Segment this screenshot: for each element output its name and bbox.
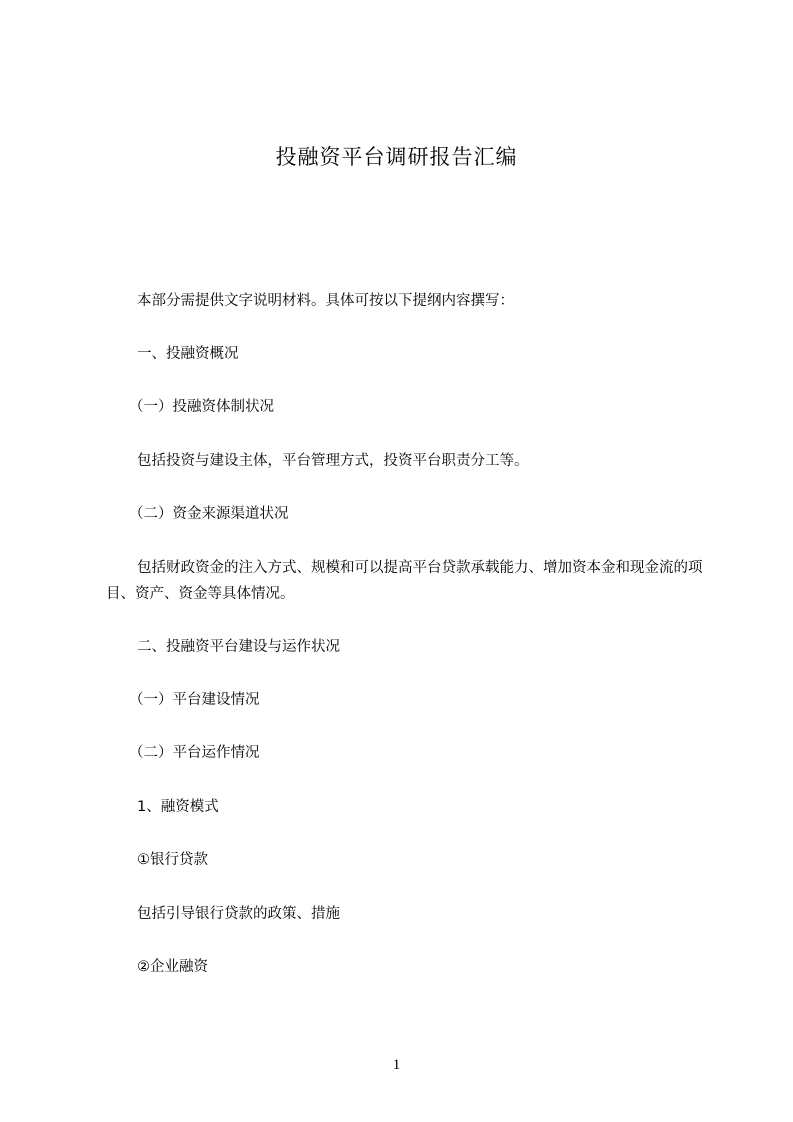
section-1-sub-1-heading: （一）投融资体制状况 [129, 399, 274, 415]
bank-loan-text: 包括引导银行贷款的政策、措施 [137, 906, 340, 922]
section-2-sub-1-heading: （一）平台建设情况 [129, 692, 260, 708]
financing-mode-heading: 1、融资模式 [137, 799, 219, 815]
section-1-sub-2-text: 包括财政资金的注入方式、规模和可以提高平台贷款承载能力、增加资本金和现金流的项目、资产、资金等具体情况。 [106, 560, 703, 602]
section-2-sub-2-heading: （二）平台运作情况 [129, 745, 260, 761]
section-1-sub-1-text: 包括投资与建设主体，平台管理方式，投资平台职责分工等。 [137, 453, 529, 469]
enterprise-financing-heading: ②企业融资 [137, 959, 208, 975]
document-title: 投融资平台调研报告汇编 [275, 145, 518, 169]
section-1-heading: 一、投融资概况 [137, 346, 239, 362]
intro-text: 本部分需提供文字说明材料。具体可按以下提纲内容撰写： [137, 293, 514, 309]
section-2-heading: 二、投融资平台建设与运作状况 [137, 639, 340, 655]
page-number: 1 [392, 1057, 401, 1073]
bank-loan-heading: ①银行贷款 [137, 852, 208, 868]
section-1-sub-2-heading: （二）资金来源渠道状况 [129, 506, 289, 522]
